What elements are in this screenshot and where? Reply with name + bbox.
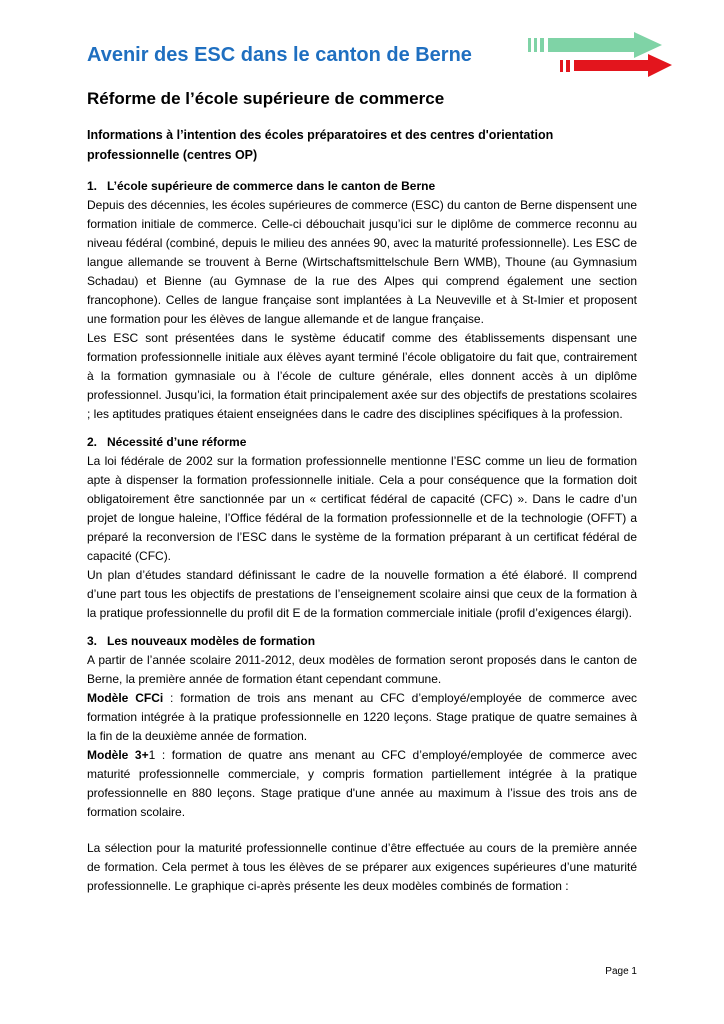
intro-heading: Informations à l’intention des écoles préparatoires et des centres d'orientation professionnelle (centres OP) <box>87 128 554 162</box>
paragraph: Les ESC sont présentées dans le système éducatif comme des établissements dispensant une formation professionnelle initiale aux élèves ayant terminé l’école obligatoire du fait que, contrairement à la formation gymnasiale ou à l’école de culture générale, elles donnent accès à un diplôme professionnel. Jusqu’ici, la formation était principalement axée sur des objectifs de prestations scolaires ; les aptitudes pratiques étaient enseignées dans le cadre des disciplines spécifiques à la profession. <box>87 331 637 421</box>
double-arrow-logo-icon <box>526 30 672 80</box>
paragraph: Depuis des décennies, les écoles supérieures de commerce (ESC) du canton de Berne dispensent une formation initiale de commerce. Celle-ci débouchait jusqu’ici sur le diplôme de commerce reconnu au niveau fédéral (combiné, depuis le milieu des années 90, avec la maturité professionnelle). Les ESC de langue allemande se trouvent à Berne (Wirtschaftsmittelschule Bern WMB), Thoune (au Gymnasium Schadau) et Bienne (au Gymnase de la rue des Alpes qui comprend également une section francophone). Celles de langue française sont implantées à La Neuveville et à St-Imier et proposent une formation pour les élèves de langue allemande et de langue française. <box>87 198 637 326</box>
document-title: Avenir des ESC dans le canton de Berne <box>87 44 472 66</box>
section-heading <box>87 433 637 452</box>
section-number: 3. <box>87 634 98 648</box>
model-label: Modèle 3+ <box>87 748 149 762</box>
paragraph: A partir de l’année scolaire 2011-2012, deux modèles de formation seront proposés dans le canton de Berne, la première année de formation étant cependant commune. <box>87 653 637 686</box>
paragraph: La sélection pour la maturité professionnelle continue d’être effectuée au cours de la première année de formation. Cela permet à tous les élèves de se préparer aux exigences supérieures d’une maturité professionnelle. Le graphique ci-après présente les deux modèles combinés de formation : <box>87 841 637 893</box>
section-number: 2. <box>87 435 98 449</box>
model-text: : formation de trois ans menant au CFC d’employé/employée de commerce avec formation intégrée à la pratique professionnelle en 1220 leçons. Stage pratique de quatre semaines à la fin de la deuxième année de formation. <box>87 691 638 743</box>
section-title: L’école supérieure de commerce dans le canton de Berne <box>107 179 436 193</box>
document-body <box>87 177 637 896</box>
section-number: 1. <box>87 179 98 193</box>
model-paragraph <box>87 746 637 822</box>
section-heading <box>87 632 637 651</box>
model-text: 1 : formation de quatre ans menant au CFC d’employé/employée de commerce avec maturité professionnelle commerciale, y compris formation partiellement intégrée à la pratique professionnelle en 880 leçons. Stage pratique d'une année au maximum à l’issue des trois ans de formation scolaire. <box>87 748 637 819</box>
section-title: Nécessité d’une réforme <box>107 435 247 449</box>
page-number: Page 1 <box>605 966 637 977</box>
model-paragraph <box>87 689 637 746</box>
paragraph: La loi fédérale de 2002 sur la formation professionnelle mentionne l’ESC comme un lieu de formation apte à dispenser la formation professionnelle initiale. Cela a pour conséquence que la formation doit obligatoirement être sanctionnée par un « certificat fédéral de capacité (CFC) ». Dans le cadre d’un projet de longue haleine, l’Office fédéral de la formation professionnelle et de la technologie (OFFT) a préparé la reconversion de l’ESC dans le système de la formation préparant à un certificat fédéral de capacité (CFC). <box>87 454 637 563</box>
paragraph: Un plan d’études standard définissant le cadre de la nouvelle formation a été élaboré. Il comprend d’une part tous les objectifs de prestations de l’enseignement scolaire ainsi que ceux de la formation à la pratique professionnelle du profil dit E de la formation commerciale initiale (profil d’exigences élargi). <box>87 568 637 620</box>
model-label: Modèle CFCi <box>87 691 164 705</box>
section-title: Les nouveaux modèles de formation <box>107 634 316 648</box>
document-subtitle: Réforme de l’école supérieure de commerce <box>87 89 445 108</box>
section-heading <box>87 177 637 196</box>
